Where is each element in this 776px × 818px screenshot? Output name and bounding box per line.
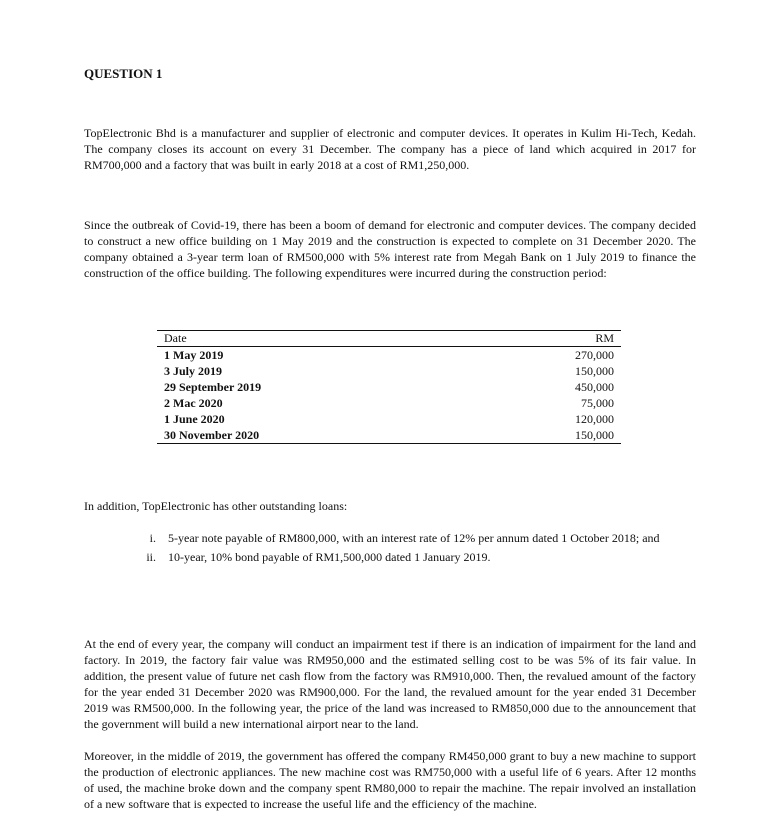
row-amount: 450,000: [575, 380, 614, 394]
list-item: [140, 549, 700, 565]
table-row: [157, 379, 621, 395]
paragraph-company-background: TopElectronic Bhd is a manufacturer and supplier of electronic and computer devices. It operates in Kulim Hi-Tech, Kedah. The company closes its account on every 31 December. The company has a piece of land which acquired in 2017 for RM700,000 and a factory that was built in early 2018 at a cost of RM1,250,000.: [84, 126, 696, 172]
row-date: 1 June 2020: [164, 412, 225, 426]
table-row: [157, 347, 621, 364]
table-header-row: [157, 331, 621, 347]
row-date: 2 Mac 2020: [164, 396, 223, 410]
row-date: 3 July 2019: [164, 364, 223, 378]
list-item-text: 10-year, 10% bond payable of RM1,500,000 dated 1 January 2019.: [168, 550, 491, 564]
header-date: Date: [157, 331, 471, 347]
row-amount: 120,000: [575, 412, 614, 426]
list-item: [140, 530, 700, 546]
row-date: 30 November 2020: [157, 427, 471, 444]
row-date: 29 September 2019: [164, 380, 262, 394]
expenditure-table-container: [157, 330, 621, 444]
list-item-number: i.: [149, 531, 156, 545]
paragraph-other-loans: In addition, TopElectronic has other outstanding loans:: [84, 499, 348, 513]
paragraph-government-grant: Moreover, in the middle of 2019, the government has offered the company RM450,000 grant to buy a new machine to support the production of electronic appliances. The new machine cost was RM750,000 with a useful life of 6 years. After 12 months of used, the machine broke down and the company spent RM80,000 to repair the machine. The repair involved an installation of a new software that is expected to increase the useful life and the efficiency of the machine.: [84, 749, 696, 811]
list-item-text: 5-year note payable of RM800,000, with an interest rate of 12% per annum dated 1 October 2018; and: [168, 531, 660, 545]
row-amount: 270,000: [575, 348, 614, 362]
table-row: [157, 427, 621, 444]
row-amount: 150,000: [575, 364, 614, 378]
list-item-number: ii.: [146, 550, 156, 564]
expenditure-table: [157, 330, 621, 444]
table-row: [157, 363, 621, 379]
paragraph-construction: Since the outbreak of Covid-19, there has been a boom of demand for electronic and computer devices. The company decided to construct a new office building on 1 May 2019 and the construction is expected to complete on 31 December 2020. The company obtained a 3-year term loan of RM500,000 with 5% interest rate from Megah Bank on 1 July 2019 to finance the construction of the office building. The following expenditures were incurred during the construction period:: [84, 218, 696, 280]
question-title: QUESTION 1: [84, 66, 163, 81]
table-row: [157, 395, 621, 411]
header-amount: RM: [471, 331, 621, 347]
loans-list: [140, 530, 700, 568]
row-amount: 75,000: [581, 396, 614, 410]
row-date: 1 May 2019: [164, 348, 224, 362]
row-amount: 150,000: [471, 427, 621, 444]
paragraph-impairment: At the end of every year, the company will conduct an impairment test if there is an indication of impairment for the land and factory. In 2019, the factory fair value was RM950,000 and the estimated selling cost to be was 5% of its fair value. In addition, the present value of future net cash flow from the factory was RM910,000. Then, the revalued amount of the factory for the year ended 31 December 2020 was RM900,000. For the land, the revalued amount for the year ended 31 December 2019 was RM500,000. In the following year, the price of the land was increased to RM850,000 due to the announcement that the government will build a new international airport near to the land.: [84, 637, 696, 731]
table-row: [157, 411, 621, 427]
